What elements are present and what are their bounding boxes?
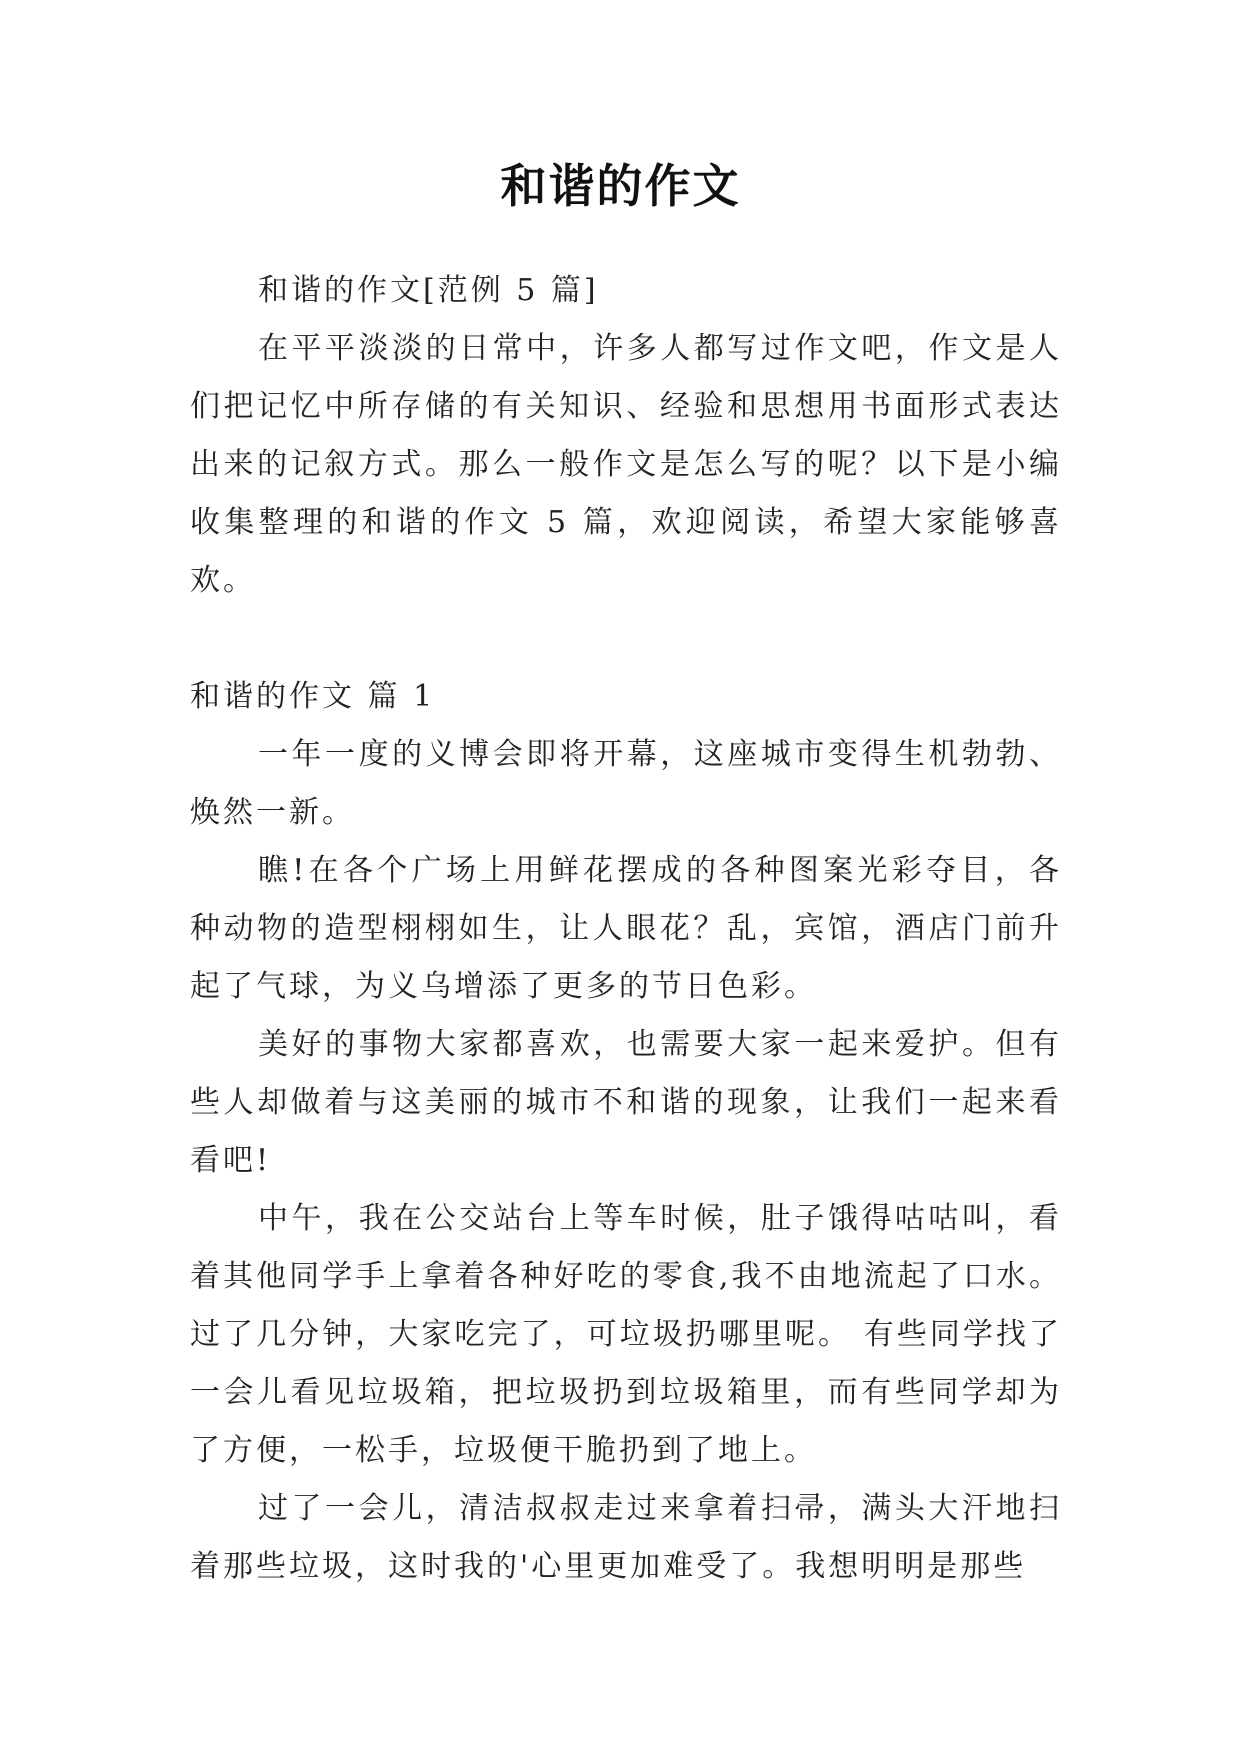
body-paragraph: 中午，我在公交站台上等车时候，肚子饿得咕咕叫，看着其他同学手上拿着各种好吃的零食,我不由地流起了口水。过了几分钟，大家吃完了，可垃圾扔哪里呢。 有些同学找了一会儿看见垃圾箱，把垃圾扔到垃圾箱里，而有些同学却为了方便，一松手，垃圾便干脆扔到了地上。 bbox=[190, 1201, 1062, 1468]
body-paragraph: 一年一度的义博会即将开幕，这座城市变得生机勃勃、焕然一新。 bbox=[190, 737, 1062, 830]
body-paragraph: 瞧!在各个广场上用鲜花摆成的各种图案光彩夺目，各种动物的造型栩栩如生，让人眼花？乱，宾馆，酒店门前升起了气球，为义乌增添了更多的节日色彩。 bbox=[190, 853, 1062, 1004]
body-paragraph: 美好的事物大家都喜欢，也需要大家一起来爱护。但有些人却做着与这美丽的城市不和谐的现象，让我们一起来看看吧! bbox=[190, 1027, 1062, 1178]
intro-paragraph: 在平平淡淡的日常中，许多人都写过作文吧，作文是人们把记忆中所存储的有关知识、经验和思想用书面形式表达出来的记叙方式。那么一般作文是怎么写的呢？以下是小编收集整理的和谐的作文 5 篇，欢迎阅读，希望大家能够喜欢。 bbox=[190, 331, 1062, 598]
document-body bbox=[190, 262, 1062, 1596]
document-subtitle: 和谐的作文[范例 5 篇] bbox=[258, 273, 599, 308]
section-spacer bbox=[190, 610, 1062, 668]
section-heading: 和谐的作文 篇 1 bbox=[190, 679, 436, 714]
body-paragraph: 过了一会儿，清洁叔叔走过来拿着扫帚，满头大汗地扫着那些垃圾，这时我的'心里更加难受了。我想明明是那些 bbox=[190, 1491, 1062, 1584]
document-title: 和谐的作文 bbox=[500, 159, 741, 213]
